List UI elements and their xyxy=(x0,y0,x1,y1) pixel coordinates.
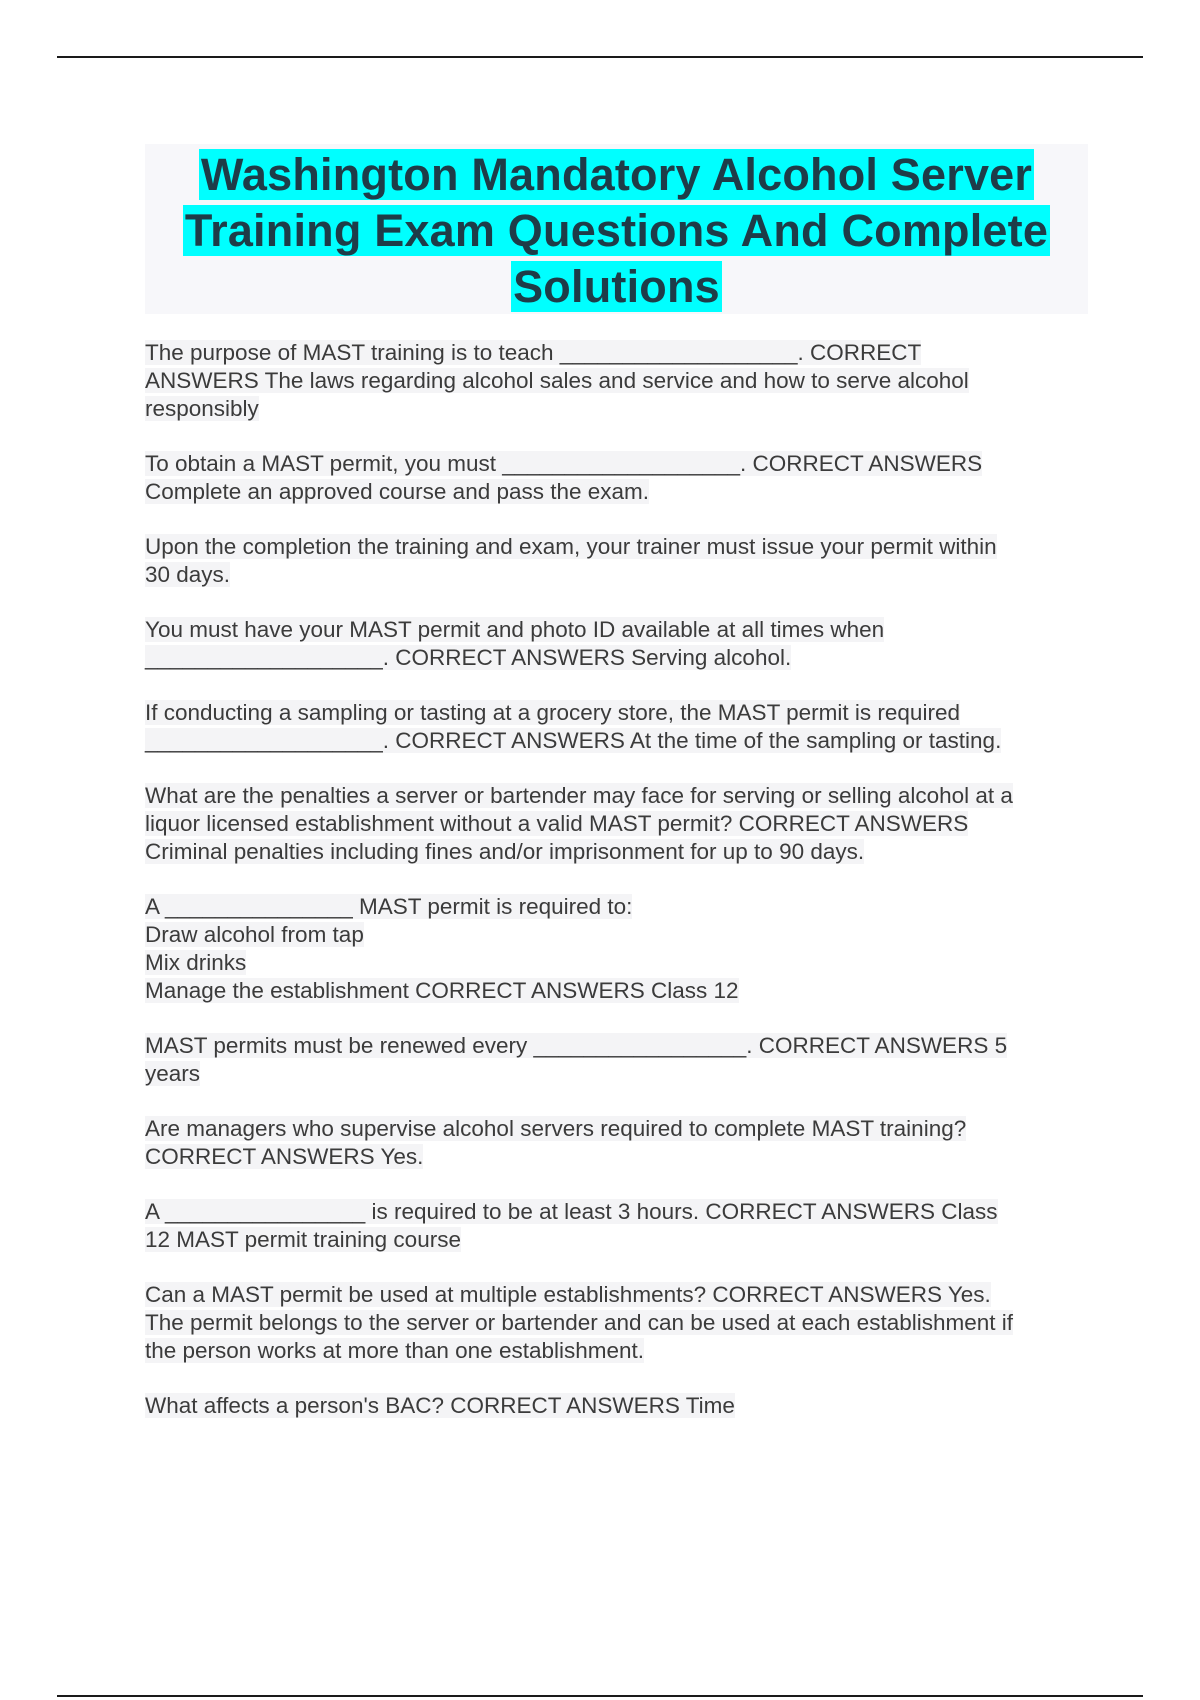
question-item-11: Can a MAST permit be used at multiple establishments? CORRECT ANSWERS Yes. The permit belongs to the server or bartender and can be used at each establishment if the person works at more than one establishment. xyxy=(145,1282,1014,1363)
question-item-4: You must have your MAST permit and photo ID available at all times when ___________________. CORRECT ANSWERS Serving alcohol. xyxy=(145,617,885,670)
bottom-rule xyxy=(57,1695,1143,1697)
title-line-1: Washington Mandatory Alcohol Server xyxy=(200,149,1033,200)
title-line-2: Training Exam Questions And Complete xyxy=(184,205,1049,256)
question-item-10: A ________________ is required to be at least 3 hours. CORRECT ANSWERS Class 12 MAST permit training course xyxy=(145,1199,998,1252)
question-item-8: MAST permits must be renewed every _________________. CORRECT ANSWERS 5 years xyxy=(145,1033,1008,1086)
question-item-3: Upon the completion the training and exam, your trainer must issue your permit within 30 days. xyxy=(145,534,997,587)
question-list xyxy=(145,339,1085,1447)
document-title xyxy=(145,144,1088,314)
question-item-12: What affects a person's BAC? CORRECT ANSWERS Time xyxy=(145,1393,735,1418)
question-item-2: To obtain a MAST permit, you must ___________________. CORRECT ANSWERS Complete an approved course and pass the exam. xyxy=(145,451,983,504)
question-item-9: Are managers who supervise alcohol servers required to complete MAST training? CORRECT ANSWERS Yes. xyxy=(145,1116,967,1169)
question-item-5: If conducting a sampling or tasting at a grocery store, the MAST permit is required ___________________. CORRECT ANSWERS At the time of the sampling or tasting. xyxy=(145,700,1002,753)
question-item-7: A _______________ MAST permit is required to: Draw alcohol from tap Mix drinks Manage the establishment CORRECT ANSWERS Class 12 xyxy=(145,894,739,1003)
top-rule xyxy=(57,56,1143,58)
question-item-1: The purpose of MAST training is to teach ___________________. CORRECT ANSWERS The laws regarding alcohol sales and service and how to serve alcohol responsibly xyxy=(145,340,969,421)
question-item-6: What are the penalties a server or bartender may face for serving or selling alcohol at a liquor licensed establishment without a valid MAST permit? CORRECT ANSWERS Criminal penalties including fines and/or imprisonment for up to 90 days. xyxy=(145,783,1013,864)
title-line-3: Solutions xyxy=(513,261,720,312)
